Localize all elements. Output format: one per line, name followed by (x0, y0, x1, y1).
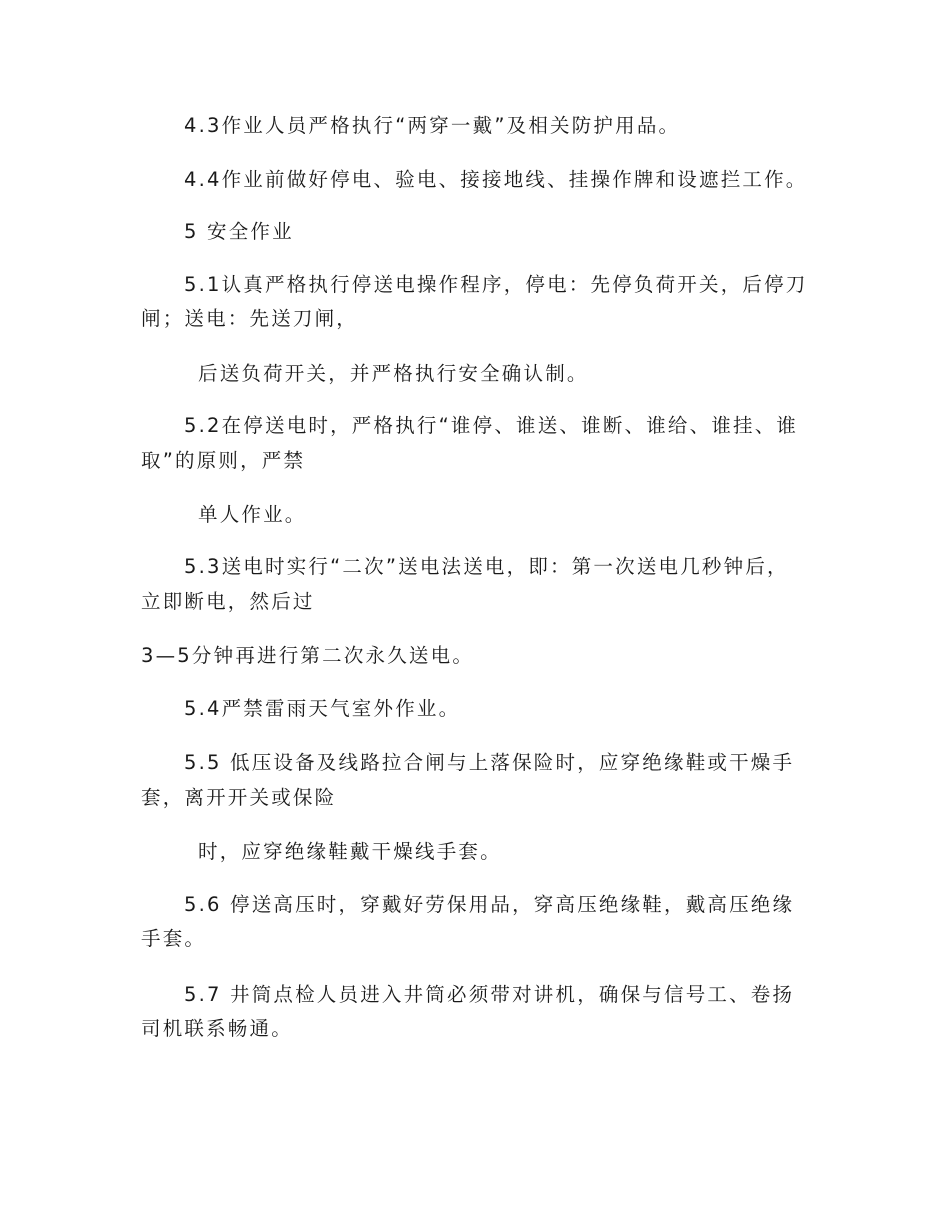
line-5-3-b: 立即断电，然后过 (141, 590, 315, 613)
line-5-3-c: 3—5分钟再进行第二次永久送电。 (141, 644, 475, 667)
line-5-7-a: 5.7 井筒点检人员进入井筒必须带对讲机，确保与信号工、卷扬 (184, 983, 795, 1006)
line-5-5-c: 时，应穿绝缘鞋戴干燥线手套。 (198, 840, 502, 863)
line-5-1-c: 后送负荷开关，并严格执行安全确认制。 (198, 362, 589, 385)
line-5-2-c: 单人作业。 (198, 503, 307, 526)
line-5-1-a: 5.1认真严格执行停送电操作程序，停电：先停负荷开关，后停刀 (184, 273, 808, 296)
line-5-5-b: 套，离开开关或保险 (141, 786, 337, 809)
section-heading-5: 5 安全作业 (184, 220, 294, 243)
line-5-5-a: 5.5 低压设备及线路拉合闸与上落保险时，应穿绝缘鞋或干燥手 (184, 751, 795, 774)
line-4-4: 4.4作业前做好停电、验电、接接地线、挂操作牌和设遮拦工作。 (184, 168, 808, 191)
line-5-2-b: 取”的原则，严禁 (141, 449, 306, 472)
line-5-6-a: 5.6 停送高压时，穿戴好劳保用品，穿高压绝缘鞋，戴高压绝缘 (184, 893, 795, 916)
line-4-3: 4.3作业人员严格执行“两穿一戴”及相关防护用品。 (184, 114, 681, 137)
line-5-2-a: 5.2在停送电时，严格执行“谁停、谁送、谁断、谁给、谁挂、谁 (184, 414, 799, 437)
line-5-3-a: 5.3送电时实行“二次”送电法送电，即：第一次送电几秒钟后， (184, 555, 789, 578)
line-5-7-b: 司机联系畅通。 (141, 1017, 293, 1040)
line-5-6-b: 手套。 (141, 927, 207, 950)
line-5-1-b: 闸；送电：先送刀闸， (141, 307, 359, 330)
line-5-4: 5.4严禁雷雨天气室外作业。 (184, 697, 461, 720)
